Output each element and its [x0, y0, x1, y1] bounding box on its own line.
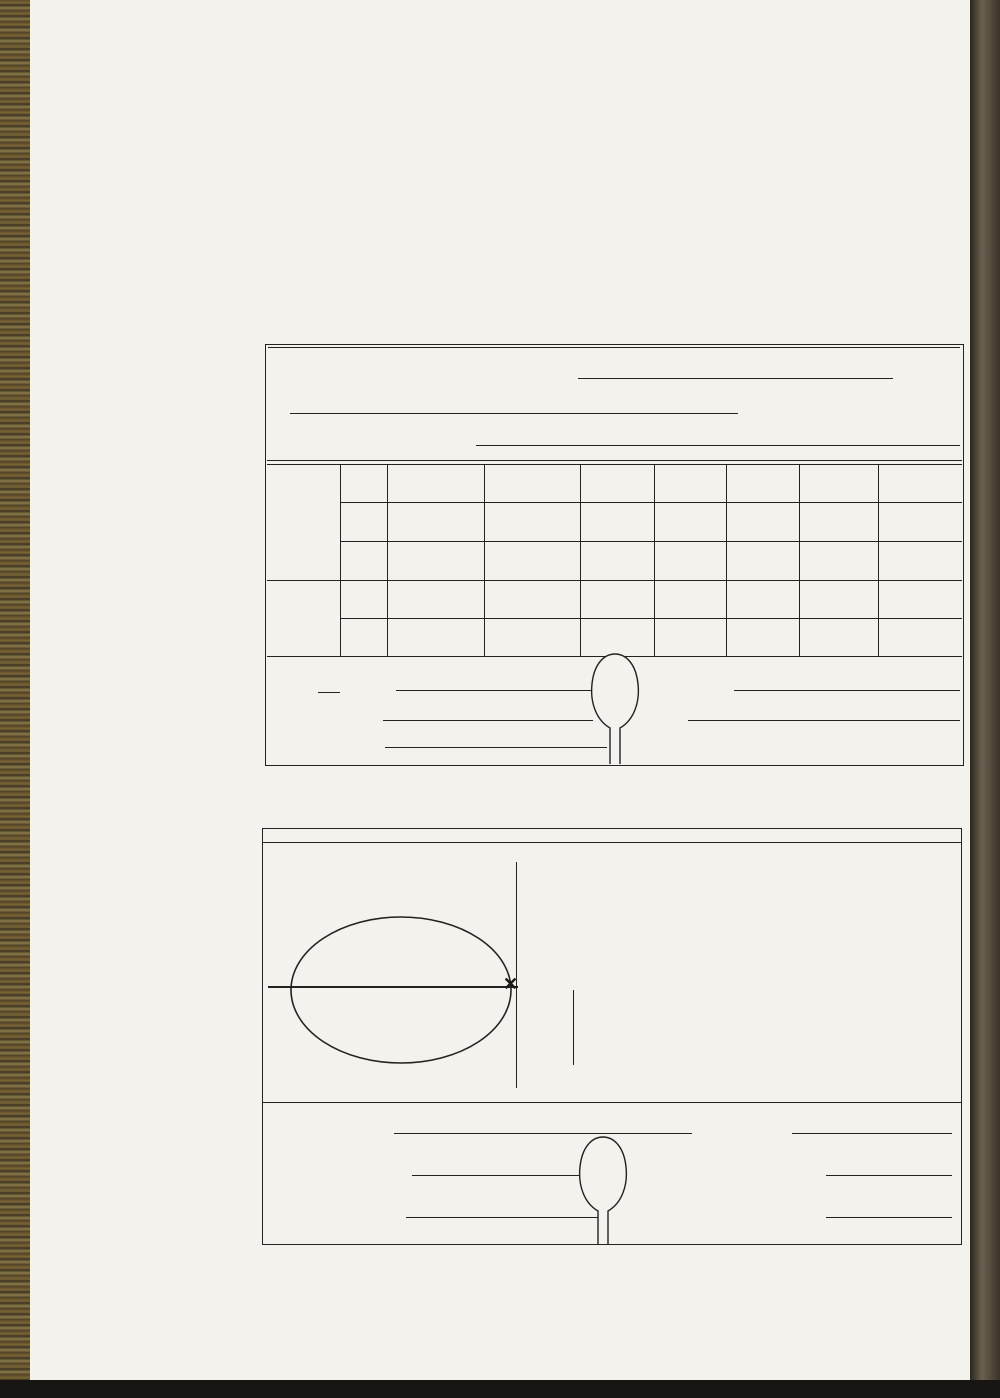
address-line — [476, 445, 960, 446]
table-hline — [340, 541, 962, 542]
style-of-frame-line — [394, 1133, 692, 1134]
nose-height-gauge — [548, 875, 608, 985]
read-price-line — [383, 720, 593, 721]
book-bottom-edge — [0, 1380, 1000, 1398]
remarks-line-1 — [734, 690, 960, 691]
table-hline — [340, 502, 962, 503]
inclination-forward-line — [826, 1175, 952, 1176]
table-vline — [580, 465, 581, 656]
table-vline — [340, 465, 341, 656]
x-mark: ✕ — [503, 974, 520, 994]
mm-number-row — [735, 990, 945, 1012]
table-vline — [484, 465, 485, 656]
face-card-inner-top-rule — [268, 347, 960, 348]
bridge-horizontal-line — [268, 986, 518, 988]
dist-price-line — [396, 690, 592, 691]
total-price-line — [385, 747, 607, 748]
table-vline — [878, 465, 879, 656]
backward-line — [826, 1217, 952, 1218]
bottom-ruler — [263, 1080, 961, 1102]
top-ruler — [263, 843, 961, 861]
date-line — [578, 378, 893, 379]
table-hline — [340, 618, 962, 619]
price-dash — [318, 692, 340, 693]
rod-slot-cutout — [580, 650, 650, 765]
ruler-bottom-border — [262, 1102, 962, 1103]
table-vline — [799, 465, 800, 656]
size-of-eye-line — [792, 1133, 952, 1134]
table-vline — [654, 465, 655, 656]
table-top-rule-2 — [267, 464, 962, 465]
rod-slot-cutout-back — [568, 1133, 638, 1245]
pupilary-distance-line — [412, 1175, 580, 1176]
book-spine-edge — [0, 0, 30, 1398]
table-top-rule-1 — [267, 460, 962, 461]
height-of-nose-line — [573, 990, 574, 1065]
remarks-line-2 — [688, 720, 960, 721]
name-line — [290, 413, 738, 414]
table-vline — [726, 465, 727, 656]
eye-oval — [286, 910, 526, 1070]
table-vline — [387, 465, 388, 656]
page-fore-edge — [970, 0, 1000, 1398]
table-hline — [267, 580, 962, 581]
